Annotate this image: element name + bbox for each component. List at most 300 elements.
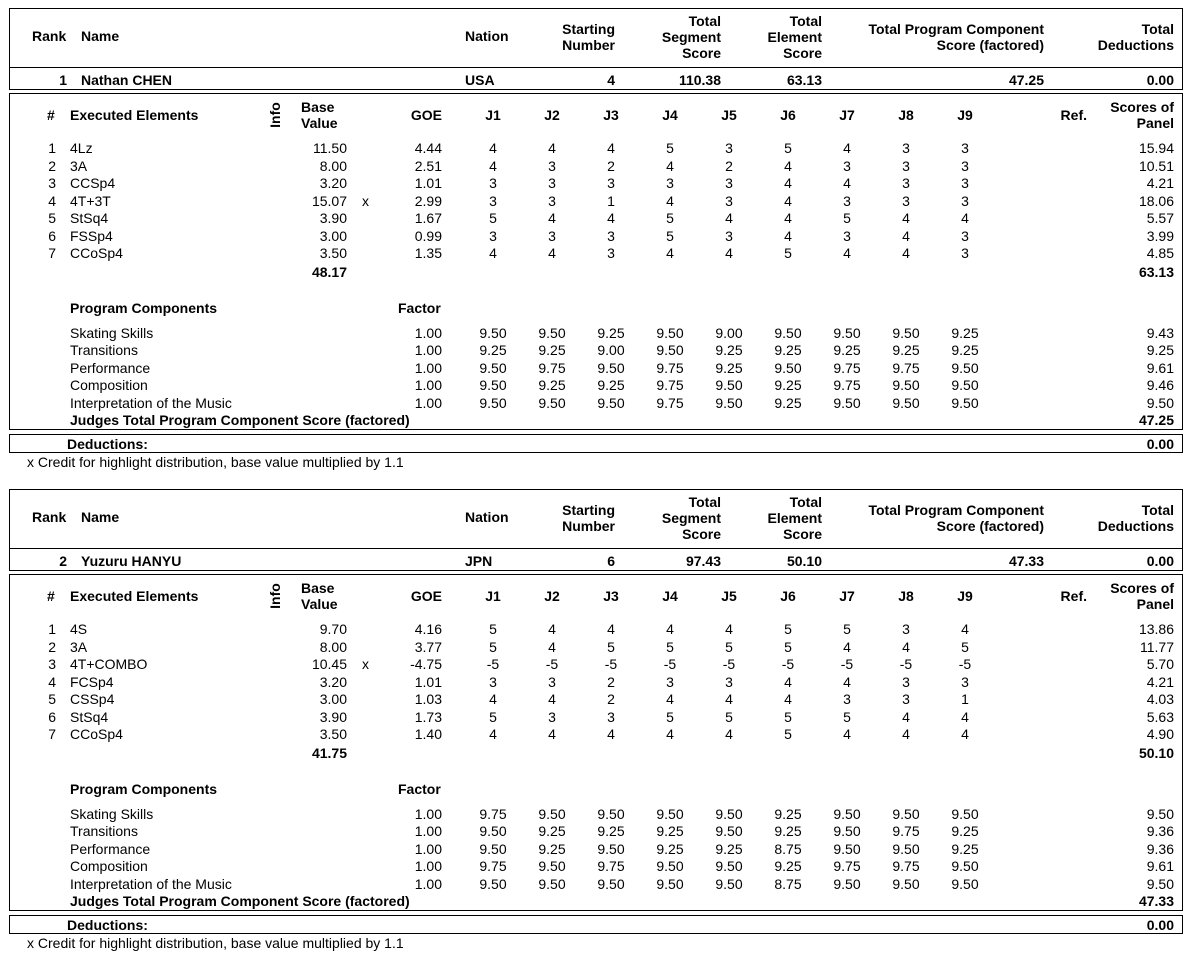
element-judge-score: 4 [489,157,497,174]
skater-start: 4 [607,72,615,88]
element-code: FCSp4 [70,673,114,690]
element-judge-score: 4 [784,227,792,244]
component-judge-score: 9.50 [774,359,802,376]
element-goe: 1.40 [414,726,442,742]
component-judge-score: 9.50 [656,858,684,875]
sop-header: Scores of [1110,99,1174,115]
element-panel-score: 4.85 [1146,245,1174,261]
tes-header: Score [783,45,822,61]
judge-header: J7 [839,107,855,123]
element-judge-score: 3 [489,673,497,690]
goe-header: GOE [410,107,442,123]
header-divider [9,548,1183,549]
element-number: 4 [48,673,56,690]
goe-header: GOE [410,588,442,604]
component-panel-score: 9.25 [1146,342,1174,359]
component-factor: 1.00 [414,377,442,394]
component-panel-score: 9.36 [1146,840,1174,857]
component-judge-score: 9.25 [538,840,566,857]
nation-header: Nation [465,28,509,44]
tes-header: Score [783,526,822,542]
element-number: 5 [48,691,56,707]
judge-header: J8 [898,588,914,604]
component-judge-score: 9.50 [479,394,507,411]
skater-tes: 63.13 [786,72,822,88]
starting-header: Number [562,518,615,534]
element-judge-score: 1 [607,192,615,209]
component-judge-score: 9.25 [951,342,979,359]
tpcs-header: Score (factored) [936,518,1044,534]
element-judge-score: 4 [843,175,851,191]
element-number: 1 [48,140,56,156]
component-judge-score: 9.50 [951,359,979,376]
component-judge-score: 9.50 [597,875,625,892]
component-judge-score: 9.50 [951,394,979,411]
element-judge-score: 4 [666,157,674,174]
component-name: Performance [70,840,151,857]
component-judge-score: 9.50 [774,325,802,341]
element-judge-score: 3 [489,192,497,209]
component-judge-score: 9.25 [597,377,625,394]
element-judge-score: 3 [961,227,969,244]
element-panel-score: 4.21 [1146,673,1174,690]
component-judge-score: 9.25 [774,394,802,411]
nation-header: Nation [465,509,509,525]
component-judge-score: 9.25 [715,840,743,857]
element-judge-score: 3 [725,140,733,156]
element-goe: 1.03 [414,691,442,707]
component-judge-score: 9.25 [951,823,979,840]
element-x-flag: x [362,656,369,672]
element-judge-score: 4 [607,621,615,637]
element-judge-score: 5 [784,638,792,655]
judge-header: J2 [544,588,560,604]
component-name: Composition [70,377,148,394]
element-goe: -4.75 [410,656,442,672]
component-factor: 1.00 [414,823,442,840]
element-judge-score: 5 [666,140,674,156]
element-base-value: 3.00 [319,691,347,707]
element-panel-score: 5.57 [1146,210,1174,226]
component-judge-score: 9.50 [656,806,684,822]
skater-tpcs: 47.33 [1008,553,1044,569]
component-judge-score: 9.50 [656,875,684,892]
element-judge-score: 4 [784,157,792,174]
judge-header: J1 [485,107,501,123]
element-number: 3 [48,175,56,191]
element-judge-score: 3 [961,673,969,690]
component-judge-score: 9.25 [774,377,802,394]
element-panel-score: 15.94 [1138,140,1174,156]
component-judge-score: 9.75 [833,377,861,394]
component-factor: 1.00 [414,840,442,857]
element-judge-score: 4 [548,140,556,156]
tss-header: Segment [661,29,721,45]
deductions-value: 0.00 [1146,436,1174,452]
info-header: Info [267,102,283,128]
tpcs-header: Total Program Component [868,502,1044,518]
element-judge-score: 3 [902,673,910,690]
element-goe: 0.99 [414,227,442,244]
element-judge-score: 3 [548,673,556,690]
component-judge-score: 9.50 [715,858,743,875]
element-base-value: 8.00 [319,157,347,174]
skater-tes: 50.10 [786,553,822,569]
component-factor: 1.00 [414,325,442,341]
element-code: 3A [70,638,88,655]
component-judge-score: 9.50 [892,325,920,341]
component-judge-score: 9.50 [892,806,920,822]
footnote: x Credit for highlight distribution, base value multiplied by 1.1 [27,454,404,470]
element-judge-score: 5 [784,726,792,742]
judges-total-label: Judges Total Program Component Score (factored) [70,412,410,428]
judge-header: J1 [485,588,501,604]
element-goe: 3.77 [414,638,442,655]
element-judge-score: 3 [666,175,674,191]
skater-nation: USA [465,72,495,88]
header-divider [9,67,1183,68]
element-judge-score: -5 [545,656,559,672]
element-judge-score: 4 [666,621,674,637]
name-header: Name [81,28,120,44]
component-judge-score: 9.75 [656,394,684,411]
component-panel-score: 9.46 [1146,377,1174,394]
element-judge-score: 4 [725,621,733,637]
tes-header: Element [767,29,822,45]
component-name: Skating Skills [70,325,154,341]
element-code: CSSp4 [70,691,115,707]
element-judge-score: 3 [548,192,556,209]
element-code: 4T+3T [70,192,111,209]
element-judge-score: -5 [840,656,854,672]
skater-ded: 0.00 [1146,553,1174,569]
element-goe: 2.51 [414,157,442,174]
component-judge-score: 9.75 [892,823,920,840]
element-judge-score: 5 [666,210,674,226]
element-judge-score: 4 [548,726,556,742]
element-panel-score: 4.03 [1146,691,1174,707]
starting-header: Number [562,37,615,53]
element-judge-score: 4 [902,210,910,226]
element-number: 6 [48,227,56,244]
judge-header: J6 [780,588,796,604]
element-code: 3A [70,157,88,174]
judge-header: J8 [898,107,914,123]
element-judge-score: 5 [784,708,792,725]
component-judge-score: 9.50 [538,858,566,875]
deductions-value: 0.00 [1146,917,1174,933]
component-judge-score: 9.50 [479,840,507,857]
element-judge-score: 3 [548,175,556,191]
element-judge-score: 4 [843,140,851,156]
element-base-value: 3.50 [319,726,347,742]
component-judge-score: 9.00 [715,325,743,341]
element-judge-score: 5 [666,227,674,244]
component-judge-score: 9.50 [715,823,743,840]
element-base-value: 11.50 [313,140,347,156]
executed-header: Executed Elements [70,588,199,604]
pcs-total: 47.33 [1138,893,1174,909]
element-judge-score: 4 [902,245,910,261]
judge-header: J5 [721,107,737,123]
element-number: 4 [48,192,56,209]
element-judge-score: 4 [489,245,497,261]
element-panel-score: 5.70 [1146,656,1174,672]
element-judge-score: 4 [784,175,792,191]
component-judge-score: 9.50 [715,394,743,411]
judge-header: J3 [603,107,619,123]
element-judge-score: 4 [725,691,733,707]
element-x-flag: x [362,192,369,209]
judge-header: J2 [544,107,560,123]
element-number: 1 [48,621,56,637]
component-factor: 1.00 [414,359,442,376]
element-goe: 1.01 [414,175,442,191]
element-judge-score: 5 [489,621,497,637]
element-judge-score: 5 [843,210,851,226]
element-judge-score: 3 [607,245,615,261]
component-judge-score: 9.50 [479,359,507,376]
skater-nation: JPN [465,553,493,569]
tes-total: 63.13 [1138,264,1174,280]
element-code: CCoSp4 [70,245,123,261]
element-code: CCoSp4 [70,726,123,742]
element-panel-score: 5.63 [1146,708,1174,725]
element-judge-score: 4 [902,726,910,742]
component-judge-score: 9.50 [715,875,743,892]
component-judge-score: 9.25 [892,342,920,359]
element-judge-score: 3 [961,157,969,174]
skater-tpcs: 47.25 [1008,72,1044,88]
element-judge-score: 4 [902,227,910,244]
tes-header: Element [767,510,822,526]
component-judge-score: 9.25 [715,359,743,376]
component-judge-score: 9.50 [833,875,861,892]
element-judge-score: 3 [548,708,556,725]
element-base-value: 3.50 [319,245,347,261]
element-judge-score: 4 [725,245,733,261]
info-header: Info [267,583,283,609]
element-base-value: 3.20 [319,175,347,191]
element-code: FSSp4 [70,227,113,244]
element-base-value: 3.90 [319,210,347,226]
component-judge-score: 9.25 [538,823,566,840]
component-name: Interpretation of the Music [70,394,232,411]
starting-header: Starting [562,502,615,518]
tes-header: Total [789,13,822,29]
element-judge-score: 4 [961,726,969,742]
component-judge-score: 9.25 [774,858,802,875]
element-judge-score: 5 [489,210,497,226]
element-goe: 2.99 [414,192,442,209]
element-judge-score: 5 [843,708,851,725]
component-judge-score: 9.50 [715,377,743,394]
element-judge-score: 5 [725,638,733,655]
element-judge-score: 5 [961,638,969,655]
tpcs-header: Score (factored) [936,37,1044,53]
pc-header: Program Components [70,300,218,316]
skater-tss: 110.38 [678,72,721,88]
component-judge-score: 9.50 [833,394,861,411]
component-judge-score: 9.75 [892,359,920,376]
element-judge-score: -5 [663,656,677,672]
sop-header: Panel [1136,115,1174,131]
element-judge-score: 3 [607,175,615,191]
component-judge-score: 9.50 [656,325,684,341]
component-judge-score: 9.75 [597,858,625,875]
element-judge-score: 3 [607,227,615,244]
element-number: 5 [48,210,56,226]
element-judge-score: 3 [902,621,910,637]
base-value-total: 48.17 [311,264,347,280]
starting-header: Starting [562,21,615,37]
sop-header: Panel [1136,596,1174,612]
component-judge-score: 9.25 [538,342,566,359]
element-judge-score: 4 [666,691,674,707]
element-number: 6 [48,708,56,725]
element-base-value: 9.70 [319,621,347,637]
judge-header: J9 [957,588,973,604]
tes-total: 50.10 [1138,745,1174,761]
element-judge-score: 5 [725,708,733,725]
element-judge-score: 3 [902,175,910,191]
skater-ded: 0.00 [1146,72,1174,88]
element-goe: 4.44 [414,140,442,156]
element-judge-score: -5 [781,656,795,672]
element-judge-score: 4 [843,673,851,690]
judge-header: J4 [662,107,678,123]
element-judge-score: 4 [666,192,674,209]
component-factor: 1.00 [414,875,442,892]
pc-header: Program Components [70,781,218,797]
base-header: Value [301,115,338,131]
element-judge-score: 3 [961,245,969,261]
element-panel-score: 11.77 [1140,638,1174,655]
pcs-total: 47.25 [1138,412,1174,428]
element-judge-score: 5 [784,245,792,261]
element-number: 7 [48,726,56,742]
deductions-label: Deductions: [67,436,148,452]
component-judge-score: 9.50 [538,806,566,822]
component-judge-score: 9.50 [597,394,625,411]
element-judge-score: 4 [843,638,851,655]
ref-header: Ref. [1060,588,1087,604]
component-panel-score: 9.61 [1146,858,1174,875]
component-judge-score: 9.50 [951,875,979,892]
element-judge-score: 3 [902,192,910,209]
element-panel-score: 3.99 [1146,227,1174,244]
element-judge-score: 3 [725,673,733,690]
component-judge-score: 9.50 [833,823,861,840]
component-judge-score: 9.50 [479,823,507,840]
component-judge-score: 9.50 [479,875,507,892]
element-judge-score: 4 [666,726,674,742]
element-judge-score: 4 [961,210,969,226]
element-goe: 1.01 [414,673,442,690]
component-judge-score: 9.50 [656,342,684,359]
component-judge-score: 9.75 [479,806,507,822]
component-judge-score: 9.75 [538,359,566,376]
component-name: Composition [70,858,148,875]
component-judge-score: 9.25 [951,325,979,341]
element-judge-score: 4 [784,691,792,707]
judges-total-label: Judges Total Program Component Score (factored) [70,893,410,909]
element-judge-score: 3 [843,192,851,209]
element-judge-score: 4 [725,210,733,226]
element-judge-score: 4 [725,726,733,742]
component-factor: 1.00 [414,394,442,411]
element-judge-score: 3 [843,157,851,174]
element-code: StSq4 [70,708,109,725]
component-judge-score: 9.25 [774,823,802,840]
component-judge-score: 9.50 [597,840,625,857]
component-panel-score: 9.43 [1146,325,1174,341]
element-panel-score: 4.90 [1146,726,1174,742]
element-judge-score: 4 [489,691,497,707]
component-factor: 1.00 [414,806,442,822]
component-judge-score: 9.25 [774,806,802,822]
component-judge-score: 9.50 [951,858,979,875]
component-judge-score: 9.50 [538,325,566,341]
rank-header: Rank [32,28,67,44]
component-judge-score: 9.75 [656,377,684,394]
element-judge-score: 3 [607,708,615,725]
element-judge-score: 4 [784,192,792,209]
element-goe: 1.35 [414,245,442,261]
element-base-value: 8.00 [319,638,347,655]
element-code: StSq4 [70,210,109,226]
element-judge-score: 3 [725,175,733,191]
deductions-box [9,434,1183,453]
judge-header: J4 [662,588,678,604]
element-judge-score: 4 [607,210,615,226]
element-judge-score: 5 [784,621,792,637]
element-code: 4S [70,621,88,637]
element-base-value: 3.90 [319,708,347,725]
element-judge-score: 4 [548,691,556,707]
component-judge-score: 9.50 [715,806,743,822]
element-judge-score: 3 [666,673,674,690]
component-judge-score: 9.25 [833,342,861,359]
element-goe: 4.16 [414,621,442,637]
component-judge-score: 9.50 [951,377,979,394]
element-judge-score: 3 [902,691,910,707]
component-judge-score: 8.75 [774,875,802,892]
element-base-value: 10.45 [311,656,347,672]
skater-tss: 97.43 [685,553,721,569]
factor-header: Factor [398,781,441,797]
element-judge-score: 3 [843,227,851,244]
judge-header: J6 [780,107,796,123]
tss-header: Total [688,13,721,29]
element-judge-score: 5 [607,638,615,655]
tss-header: Score [682,526,721,542]
component-judge-score: 9.75 [656,359,684,376]
judge-header: J7 [839,588,855,604]
footnote: x Credit for highlight distribution, base value multiplied by 1.1 [27,935,404,951]
element-judge-score: 4 [902,708,910,725]
num-header: # [47,107,55,123]
ded-header: Deductions [1097,37,1174,53]
component-judge-score: 8.75 [774,840,802,857]
element-judge-score: 2 [607,673,615,690]
component-judge-score: 9.75 [479,858,507,875]
component-judge-score: 9.25 [656,823,684,840]
component-judge-score: 9.50 [892,840,920,857]
element-panel-score: 13.86 [1138,621,1174,637]
element-panel-score: 4.21 [1146,175,1174,191]
component-judge-score: 9.25 [538,377,566,394]
